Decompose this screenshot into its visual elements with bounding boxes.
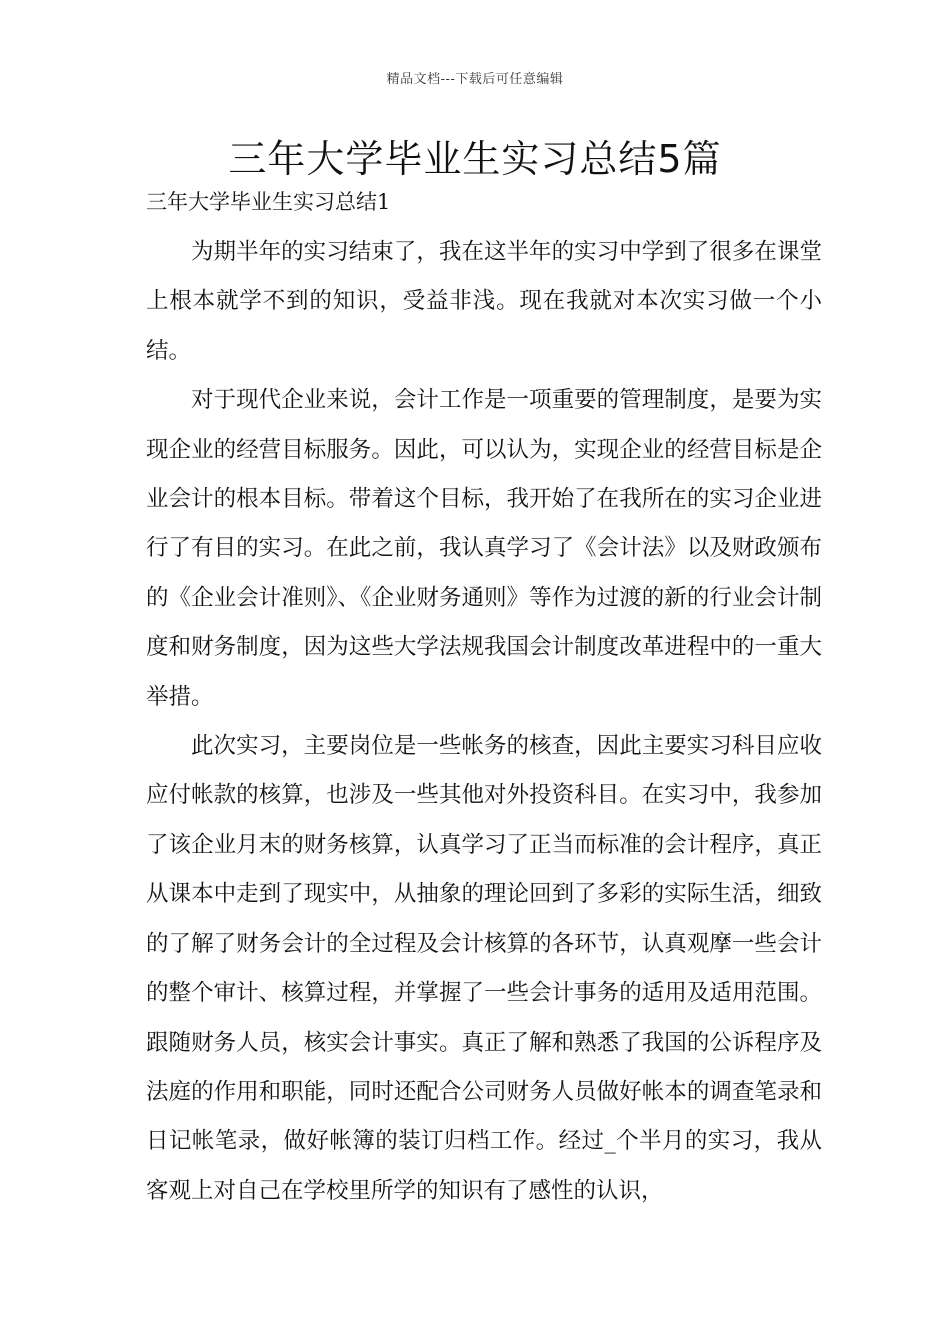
document-title: 三年大学毕业生实习总结5篇	[228, 137, 722, 181]
paragraph-2: 对于现代企业来说，会计工作是一项重要的管理制度，是要为实现企业的经营目标服务。因此，可以认为，实现企业的经营目标是企业会计的根本目标。带着这个目标，我开始了在我所在的实习企业进行了有目的实习。在此之前，我认真学习了《会计法》以及财政颁布的《企业会计准则》、《企业财务通则》等作为过渡的新的行业会计制度和财务制度，因为这些大学法规我国会计制度改革进程中的一重大举措。	[146, 387, 822, 710]
paragraph-1: 为期半年的实习结束了，我在这半年的实习中学到了很多在课堂上根本就学不到的知识，受益非浅。现在我就对本次实习做一个小结。	[146, 239, 822, 364]
paragraph-3: 此次实习，主要岗位是一些帐务的核查，因此主要实习科目应收应付帐款的核算，也涉及一些其他对外投资科目。在实习中，我参加了该企业月末的财务核算，认真学习了正当而标准的会计程序，真正从课本中走到了现实中，从抽象的理论回到了多彩的实际生活，细致的了解了财务会计的全过程及会计核算的各环节，认真观摩一些会计的整个审计、核算过程，并掌握了一些会计事务的适用及适用范围。跟随财务人员，核实会计事实。真正了解和熟悉了我国的公诉程序及法庭的作用和职能，同时还配合公司财务人员做好帐本的调查笔录和日记帐笔录，做好帐簿的装订归档工作。经过_个半月的实习，我从客观上对自己在学校里所学的知识有了感性的认识，	[146, 733, 822, 1204]
section-heading: 三年大学毕业生实习总结1	[146, 190, 391, 214]
header-note: 精品文档---下载后可任意编辑	[386, 72, 564, 87]
body-text	[146, 228, 822, 1216]
